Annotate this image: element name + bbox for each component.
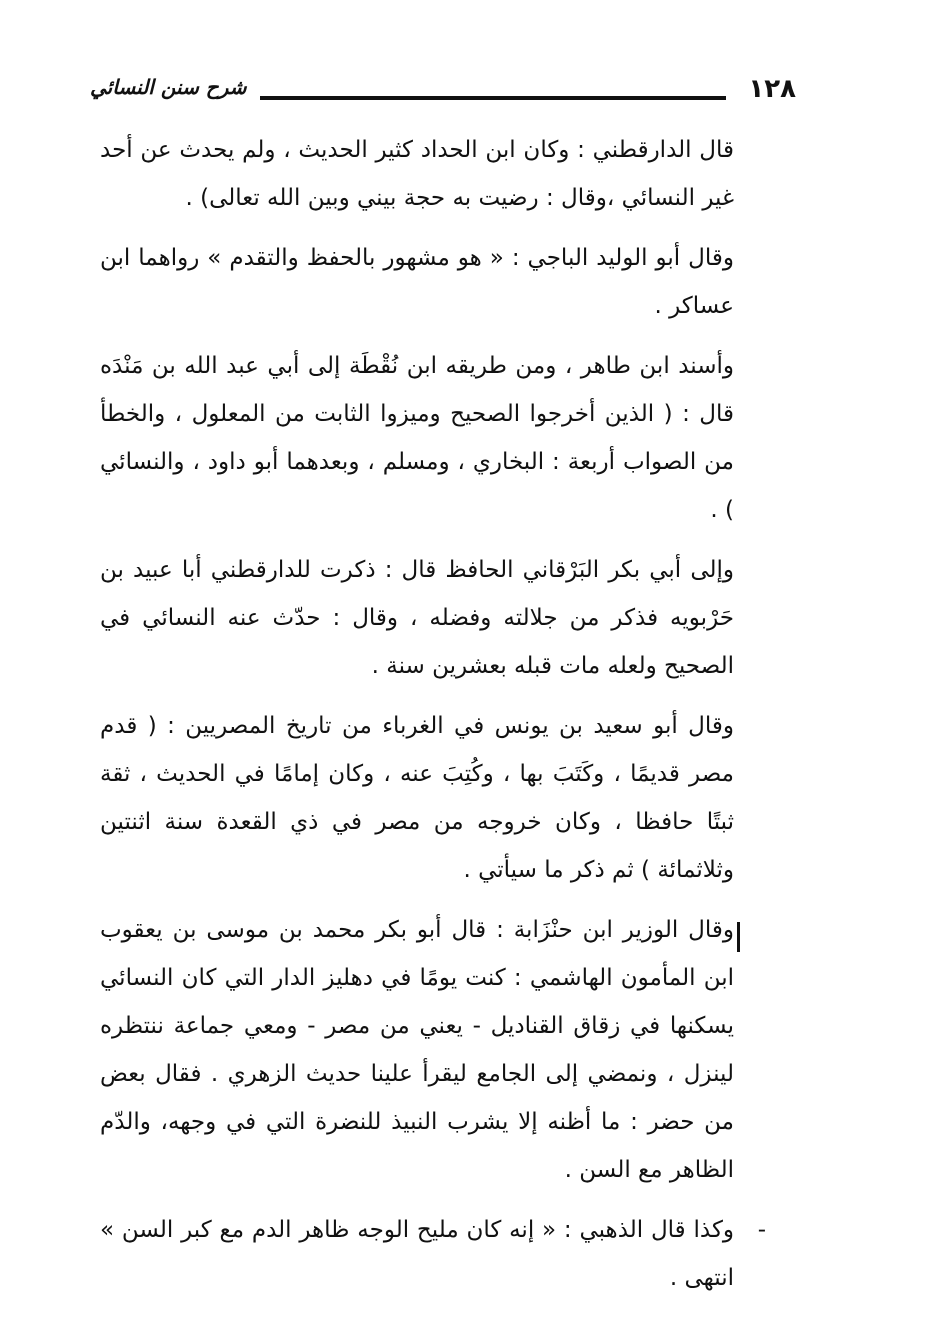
page-number: ١٢٨ xyxy=(748,74,796,104)
header-rule xyxy=(260,96,718,100)
margin-mark xyxy=(737,922,740,952)
header-rule-tail xyxy=(718,96,726,100)
paragraph: وأسند ابن طاهر ، ومن طريقه ابن نُقْطَة إلى أبي عبد الله بن مَنْدَه قال : ( الذين أخرجوا الصحيح وميزوا الثابت من المعلول ، والخطأ من الصواب أربعة : البخاري ، ومسلم ، وبعدهما أبو داود ، والنسائي ) . xyxy=(100,353,734,523)
page-header xyxy=(90,72,796,112)
final-paragraph xyxy=(100,1206,766,1302)
dash-mark: - xyxy=(757,1217,766,1243)
paragraph: وإلى أبي بكر البَرْقاني الحافظ قال : ذكرت للدارقطني أبا عبيد بن حَرْبويه فذكر من جلالته وفضله ، وقال : حدّث عنه النسائي في الصحيح ولعله مات قبله بعشرين سنة . xyxy=(100,557,734,679)
paragraph: وقال أبو الوليد الباجي : « هو مشهور بالحفظ والتقدم » رواهما ابن عساكر . xyxy=(100,245,734,319)
paragraph: وقال الوزير ابن حنْزَابة : قال أبو بكر محمد بن موسى بن يعقوب ابن المأمون الهاشمي : كنت يومًا في دهليز الدار التي كان النسائي يسكنها في زقاق القناديل - يعني من مصر - ومعي جماعة ننتظره لينزل ، ونمضي إلى الجامع ليقرأ علينا حديث الزهري . فقال بعض من حضر : ما أظنه إلا يشرب النبيذ للنضرة التي في وجهه، والدّم الظاهر مع السن . xyxy=(100,917,734,1183)
running-title: شرح سنن النسائي xyxy=(90,75,247,99)
paragraph: وقال أبو سعيد بن يونس في الغرباء من تاريخ المصريين : ( قدم مصر قديمًا ، وكَتَبَ بها ، وكُتِبَ عنه ، وكان إمامًا في الحديث ، ثقة ثبتًا حافظا ، وكان خروجه من مصر في ذي القعدة سنة اثنتين وثلاثمائة ) ثم ذكر ما سيأتي . xyxy=(100,713,734,883)
paragraph: قال الدارقطني : وكان ابن الحداد كثير الحديث ، ولم يحدث عن أحد غير النسائي ،وقال : رضيت به حجة بيني وبين الله تعالى) . xyxy=(100,137,734,211)
page-body xyxy=(100,126,766,1314)
final-paragraph-text: وكذا قال الذهبي : « إنه كان مليح الوجه ظاهر الدم مع كبر السن » انتهى . xyxy=(100,1217,734,1291)
